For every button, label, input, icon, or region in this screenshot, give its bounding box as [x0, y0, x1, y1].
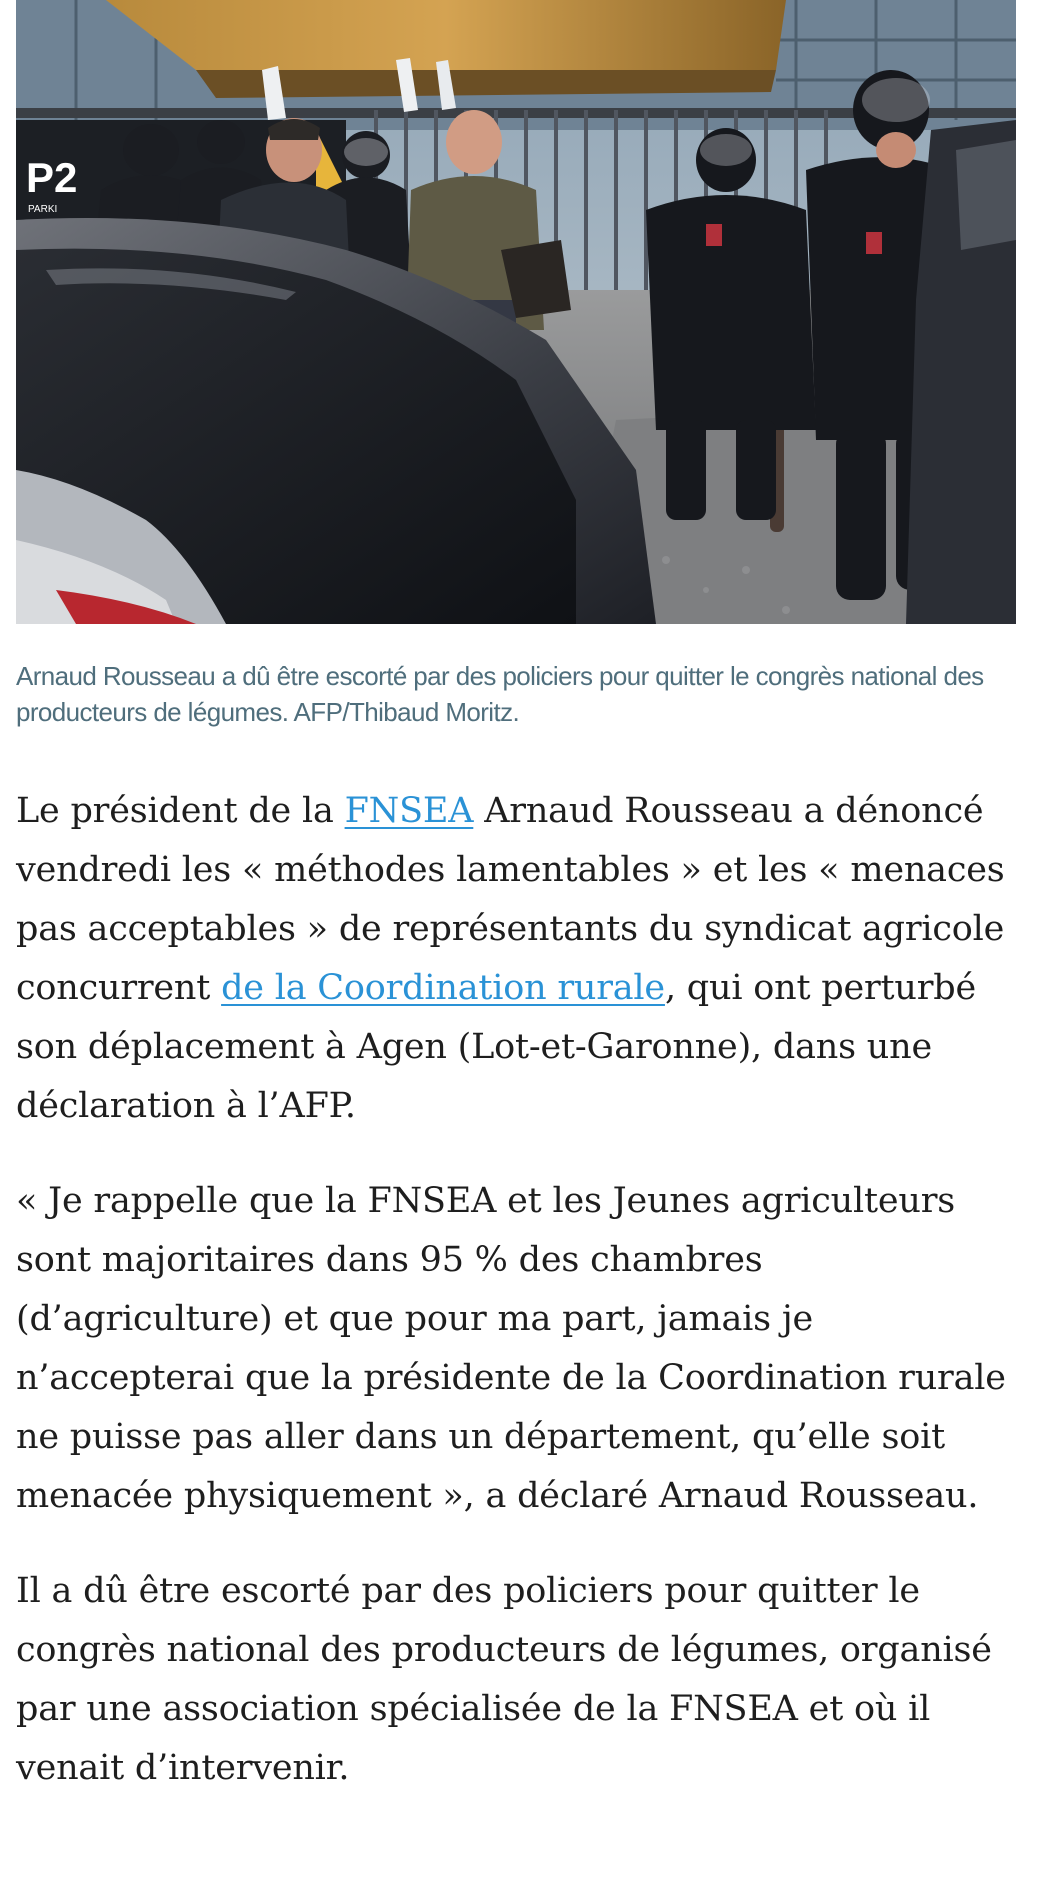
paragraph-3: Il a dû être escorté par des policiers pour quitter le congrès national des producteurs de légumes, organisé par une association spécialisée de la FNSEA et où il venait d’intervenir. — [16, 1571, 992, 1788]
article-body — [16, 782, 1016, 1798]
parking-sign-subtext: PARKI — [28, 204, 58, 215]
paragraph-1 — [16, 782, 1016, 1136]
article — [16, 0, 1016, 1834]
photo-illustration — [16, 0, 1016, 624]
coordination-rurale-link[interactable]: de la Coordination rurale — [221, 968, 665, 1008]
paragraph-1-text-b: Arnaud Rousseau a dénoncé vendredi les « méthodes lamentables » et les « menaces pas acceptables » de représentants du syndicat agricole concurrent — [16, 791, 1005, 1008]
paragraph-1-text-a: Le président de la — [16, 791, 345, 831]
photo-caption: Arnaud Rousseau a dû être escorté par des policiers pour quitter le congrès national des producteurs de légumes. AFP/Thibaud Moritz. — [16, 661, 984, 727]
parking-sign-text: P2 — [26, 154, 78, 201]
fnsea-link[interactable]: FNSEA — [344, 791, 474, 831]
article-photo — [16, 0, 1016, 624]
paragraph-1-text-c: , qui ont perturbé son déplacement à Agen (Lot-et-Garonne), dans une déclaration à l’AFP. — [16, 968, 976, 1126]
paragraph-2: « Je rappelle que la FNSEA et les Jeunes agriculteurs sont majoritaires dans 95 % des chambres (d’agriculture) et que pour ma part, jamais je n’accepterai que la présidente de la Coordination rurale ne puisse pas aller dans un département, qu’elle soit menacée physiquement », a déclaré Arnaud Rousseau. — [16, 1181, 1006, 1516]
